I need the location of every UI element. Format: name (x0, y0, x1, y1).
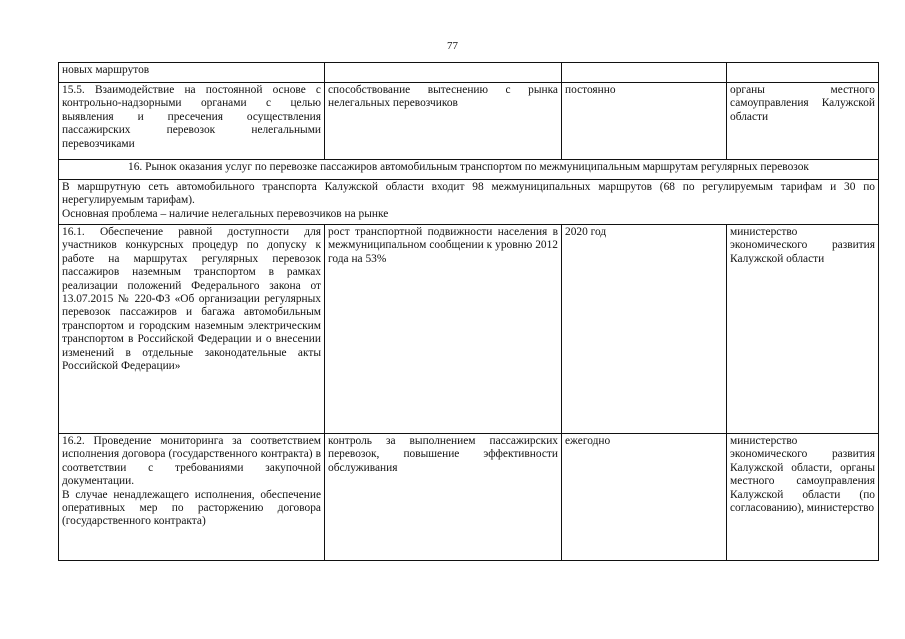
result-text: рост транспортной подвижности населения в межмуниципальном сообщении к уровню 2012 года на 53% (328, 226, 558, 265)
result-cell (325, 225, 562, 434)
table-row (59, 63, 879, 83)
measure-text: 15.5. Взаимодействие на постоянной основе с контрольно-надзорными органами с целью выявления и пресечения осуществления пассажирских перевозок нелегальными перевозчиками (62, 84, 321, 150)
term-text: 2020 год (565, 226, 607, 238)
measure-cell (59, 225, 325, 434)
responsible-text: органы местного самоуправления Калужской области (730, 84, 875, 123)
measure-text: 16.2. Проведение мониторинга за соответствием исполнения договора (государственного контракта) в соответствии с требованиями закупочной документации. (62, 435, 321, 488)
intro-line: В маршрутную сеть автомобильного транспорта Калужской области входит 98 межмуниципальных маршрутов (68 по регулируемым тарифам и 30 по нерегулируемым тарифам). (62, 181, 875, 207)
term-text: постоянно (565, 84, 616, 96)
measures-table (58, 62, 879, 561)
table-row (59, 434, 879, 561)
responsible-text: министерство экономического развития Калужской области (730, 226, 875, 265)
measure-text: 16.1. Обеспечение равной доступности для участников конкурсных процедур по допуску к работе на маршрутах регулярных перевозок пассажиров наземным транспортом в рамках реализации положений Федерального закона от 13.07.2015 № 220-ФЗ «Об организации регулярных перевозок пассажиров и багажа автомобильным транспортом и городским наземным электрическим транспортом в Российской Федерации и о внесении изменений в отдельные законодательные акты Российской Федерации» (62, 226, 321, 373)
section-heading-row (59, 160, 879, 180)
page-number: 77 (447, 40, 458, 52)
table-row (59, 225, 879, 434)
result-cell (325, 434, 562, 561)
result-cell (325, 83, 562, 160)
section-heading: 16. Рынок оказания услуг по перевозке пассажиров автомобильным транспортом по межмуниципальным маршрутам регулярных перевозок (59, 160, 879, 180)
measure-text: новых маршрутов (62, 64, 150, 76)
section-intro-row (59, 180, 879, 225)
term-cell (562, 434, 727, 561)
section-intro (59, 180, 879, 225)
responsible-cell (727, 434, 879, 561)
responsible-cell (727, 225, 879, 434)
result-cell (325, 63, 562, 83)
responsible-cell (727, 63, 879, 83)
measure-text-continued: В случае ненадлежащего исполнения, обеспечение оперативных мер по расторжению договора (государственного контракта) (62, 488, 321, 528)
table-row (59, 83, 879, 160)
term-cell (562, 63, 727, 83)
term-cell (562, 225, 727, 434)
responsible-cell (727, 83, 879, 160)
intro-problem-line: Основная проблема – наличие нелегальных перевозчиков на рынке (62, 207, 389, 220)
responsible-text: министерство экономического развития Калужской области, органы местного самоуправления Калужской области (по согласованию), министерство (730, 435, 875, 515)
measure-cell (59, 434, 325, 561)
measure-cell (59, 83, 325, 160)
result-text: способствование вытеснению с рынка нелегальных перевозчиков (328, 84, 558, 110)
term-text: ежегодно (565, 435, 611, 447)
result-text: контроль за выполнением пассажирских перевозок, повышение эффективности обслуживания (328, 435, 558, 474)
term-cell (562, 83, 727, 160)
measure-cell (59, 63, 325, 83)
